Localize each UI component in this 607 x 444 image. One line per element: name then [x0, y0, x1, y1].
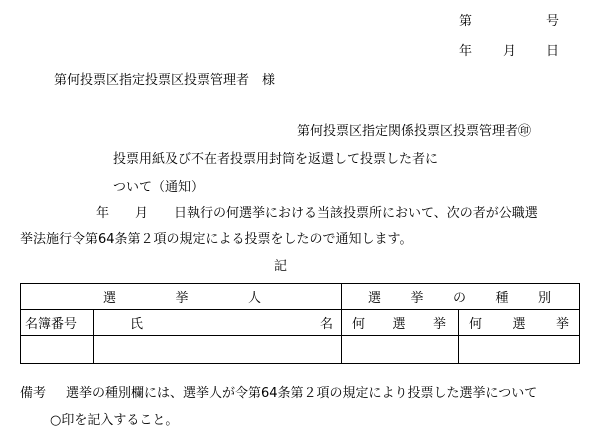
- voter-header-char: 人: [248, 291, 262, 306]
- election-type-header-cell: [342, 284, 580, 310]
- voter-header-char: 選: [103, 291, 117, 306]
- election-2-header-char: 何: [469, 317, 483, 332]
- election-2-cell[interactable]: [459, 336, 580, 364]
- name-header-char: 氏: [130, 317, 144, 332]
- date-day-label: 日: [546, 44, 560, 59]
- addressee: 第何投票区指定投票区投票管理者 様: [54, 73, 276, 88]
- date-month-label: 月: [503, 44, 517, 59]
- election-1-header-char: 挙: [432, 317, 446, 332]
- election-2-header-char: 選: [512, 317, 526, 332]
- document-number-suffix: 号: [546, 14, 560, 29]
- election-type-header-char: 別: [538, 291, 552, 306]
- election-type-header-char: 選: [368, 291, 382, 306]
- election-2-header: [459, 310, 580, 336]
- body-line-2: 挙法施行令第64条第２項の規定による投票をしたので通知します。: [20, 232, 413, 247]
- register-number-header: 名簿番号: [21, 310, 94, 336]
- table-row: [21, 336, 580, 364]
- subject-line-2: ついて（通知）: [113, 180, 205, 195]
- election-type-header-char: 挙: [410, 291, 424, 306]
- subject-line-1: 投票用紙及び不在者投票用封筒を返還して投票した者に: [113, 152, 439, 167]
- register-number-cell[interactable]: [21, 336, 94, 364]
- election-1-header-char: 選: [392, 317, 406, 332]
- voter-table: [20, 283, 580, 364]
- ki-marker: 記: [274, 259, 288, 274]
- name-header-char: 名: [320, 317, 334, 332]
- voter-header-cell: [21, 284, 342, 310]
- table-header-row-2: [21, 310, 580, 336]
- name-cell[interactable]: [94, 336, 342, 364]
- election-2-header-char: 挙: [556, 317, 570, 332]
- table-header-row-1: [21, 284, 580, 310]
- document-number-prefix: 第: [459, 14, 473, 29]
- election-1-header-char: 何: [352, 317, 366, 332]
- date-year-label: 年: [459, 44, 473, 59]
- remarks-line-2: ○印を記入すること。: [50, 413, 179, 428]
- body-line-1: 年 月 日執行の何選挙における当該投票所において、次の者が公職選: [96, 206, 538, 221]
- voter-header-char: 挙: [175, 291, 189, 306]
- remarks-label: 備考: [20, 386, 47, 401]
- election-type-header-char: の: [453, 291, 467, 306]
- election-1-header: [342, 310, 459, 336]
- sender: 第何投票区指定関係投票区投票管理者㊞: [297, 124, 532, 139]
- election-1-cell[interactable]: [342, 336, 459, 364]
- election-type-header-char: 種: [495, 291, 509, 306]
- remarks-line-1: 選挙の種別欄には、選挙人が令第64条第２項の規定により投票した選挙について: [66, 386, 538, 401]
- name-header: [94, 310, 342, 336]
